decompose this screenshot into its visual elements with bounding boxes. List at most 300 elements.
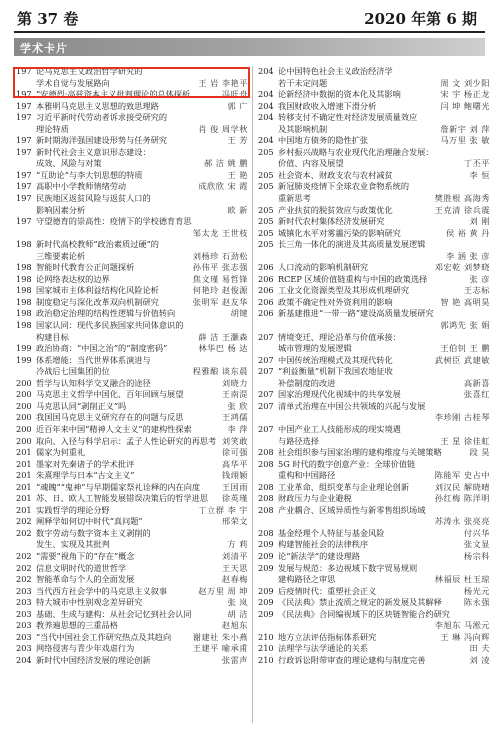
page-number: 208 (258, 493, 274, 504)
toc-entry (258, 366, 490, 378)
toc-entry (258, 597, 490, 609)
page-number: 198 (16, 296, 32, 307)
page-number: 207 (258, 331, 274, 342)
article-title: 新基建推进“一带一路”建设高质量发展研究 (278, 308, 434, 319)
toc-entry (16, 620, 248, 632)
article-authors: 方 莉 (227, 539, 248, 550)
article-authors: 王伯钊 王 鹏 (440, 343, 490, 354)
article-authors: 张 欣 (227, 400, 248, 411)
page-number: 205 (258, 227, 274, 238)
article-title: 论新经济中数据的资本化及其影响 (278, 89, 401, 100)
toc-entry (16, 343, 248, 355)
toc-entry (258, 147, 490, 159)
article-authors: 邹太龙 王世枝 (192, 227, 248, 238)
article-title: 建构路径之审思 (278, 574, 336, 585)
page-number (258, 193, 278, 205)
article-authors: 胡键 (230, 308, 248, 319)
page-number: 197 (16, 193, 32, 204)
article-title: 近百年来中国“精神人文主义”的建构性探索 (36, 423, 192, 434)
article-authors: 刘清平 (221, 550, 248, 561)
page-number: 199 (16, 354, 32, 365)
toc-entry (258, 609, 490, 621)
article-authors: 王 芳 (227, 135, 248, 146)
toc-entry (258, 436, 490, 448)
page-number: 198 (16, 285, 32, 296)
page-number: 200 (16, 435, 32, 446)
article-authors: 欧 新 (227, 204, 248, 215)
page-number: 202 (16, 574, 32, 585)
article-authors: 樊胜根 高海秀 (434, 193, 490, 204)
article-authors (485, 424, 490, 436)
page-number: 197 (16, 181, 32, 192)
article-title: 《民法典》禁止流质之规定的新发展及其解释 (278, 597, 442, 608)
toc-entry (258, 262, 490, 274)
page-number: 205 (258, 216, 274, 227)
toc-entry (16, 551, 248, 563)
article-title: 论“新法学”的建设理路 (278, 550, 361, 561)
article-authors (485, 112, 490, 124)
article-title: 中国地方债务的隐性扩张 (278, 135, 369, 146)
article-title: 工业文化资源类型及其形成机理研究 (278, 285, 410, 296)
page-number (16, 228, 36, 240)
toc-entry (16, 193, 248, 205)
article-title: 高职中小学教师情绪劳动 (36, 181, 127, 192)
article-title: 成效、风险与对策 (36, 158, 102, 169)
article-authors: 徐英瑾 (221, 493, 248, 504)
article-title: 网络侵害与青少年戏虐行为 (36, 643, 135, 654)
article-authors: 刘汉民 解晓晴 (434, 481, 490, 492)
article-title: 马克思主义哲学中国化、百年回顾与展望 (36, 389, 184, 400)
page-number: 197 (16, 100, 32, 111)
article-authors (485, 401, 490, 413)
article-title: “安德烈·高兹资本主义批判理论的总体探析 (36, 89, 191, 100)
article-authors (243, 216, 248, 228)
page-number (258, 78, 278, 90)
article-title: 产业耦合、区域异质性与新零售组织场域 (278, 504, 426, 515)
toc-entry (258, 620, 490, 632)
article-title: 朱熹理学与日本“古文主义” (36, 470, 135, 481)
page-number (258, 343, 278, 355)
toc-entry (16, 505, 248, 517)
page-number: 210 (258, 643, 274, 654)
toc-entry (16, 436, 248, 448)
article-authors (243, 320, 248, 332)
article-authors (485, 239, 490, 251)
page-number (16, 205, 36, 217)
toc-entry (16, 332, 248, 344)
article-authors (243, 147, 248, 159)
article-authors: 邓宏乾 刘梦晓 (434, 262, 490, 273)
toc-entry (16, 609, 248, 621)
page-number: 205 (258, 239, 274, 250)
article-title: 转移支付不确定性对经济发展质量效应 (278, 112, 418, 123)
article-authors: 张雷声 (221, 654, 248, 665)
page-number (16, 332, 36, 344)
toc-entry (258, 158, 490, 170)
article-authors: 丁丕平 (463, 158, 490, 169)
article-title: 价值、内容及展望 (278, 158, 344, 169)
article-authors: 成欣欣 宋 霞 (198, 181, 248, 192)
toc-entry (258, 574, 490, 586)
toc-entry (258, 539, 490, 551)
article-title (36, 228, 188, 240)
toc-entry (16, 655, 248, 667)
page-number: 205 (258, 169, 274, 180)
toc-entry (258, 101, 490, 113)
article-authors: 王 艳 (227, 169, 248, 180)
page-number: 207 (258, 366, 274, 377)
article-title: 清单式治理在中国公共领域的兴起与发展 (278, 400, 426, 411)
article-title: 情境变迁、理论沿革与价值承接： (278, 331, 401, 342)
section-banner (14, 38, 485, 56)
page-number: 209 (258, 539, 274, 550)
article-authors: 侯 裕 黄 丹 (445, 227, 490, 238)
article-title: 重新思考 (278, 193, 311, 204)
article-authors: 丁立群 李 宇 (198, 504, 248, 515)
page-number: 203 (16, 597, 32, 608)
toc-entry (258, 343, 490, 355)
page-number: 210 (258, 631, 274, 642)
toc-entry (16, 447, 248, 459)
toc-entry (16, 389, 248, 401)
toc-entry (16, 482, 248, 494)
toc-entry (258, 482, 490, 494)
page-number (258, 436, 278, 448)
page-number: 204 (258, 66, 274, 76)
article-title: 政策不确定性对外资利用的影响 (278, 296, 393, 307)
article-title: 中国产业工人技能形成的现实境遇 (278, 423, 401, 434)
article-title: 及其影响机制 (278, 123, 328, 134)
toc-entry (258, 112, 490, 124)
article-authors: 王克清 徐兵震 (434, 204, 490, 215)
page-number (258, 124, 278, 136)
page-number: 209 (258, 597, 274, 608)
toc-entry (258, 401, 490, 413)
header-rule (14, 31, 485, 33)
page-number (258, 378, 278, 390)
article-title: “需要”视角下的“存在”概念 (36, 550, 135, 561)
article-authors: 郭 广 (227, 100, 248, 111)
page-number: 203 (16, 585, 32, 596)
article-authors: 林华巴 杨 达 (198, 343, 248, 354)
article-title: 新时代农村集体经济发展研究 (278, 216, 385, 227)
toc-entry (16, 470, 248, 482)
article-title: 本雅明马克思主义思想的致思理路 (36, 100, 159, 111)
page-number: 207 (258, 354, 274, 365)
page-number: 207 (258, 400, 274, 411)
article-title: 冷战后七国集团的位 (36, 366, 110, 377)
article-authors (485, 563, 490, 575)
article-authors: 程雅酿 谈东晨 (192, 366, 248, 377)
toc-entry (16, 147, 248, 159)
page-number: 208 (258, 447, 274, 458)
toc-entry (258, 205, 490, 217)
article-title: “魂魄”“鬼神”与早期儒家祭礼诠释的内在向度 (36, 481, 201, 492)
article-authors: 李 恒 (469, 169, 490, 180)
article-title: 论马克思主义政治哲学研究的 (36, 66, 143, 76)
article-title (278, 320, 435, 332)
article-title: 新时代社会主义意识形态建设： (36, 146, 151, 157)
toc-entry (16, 297, 248, 309)
article-authors: 郝 洁 姚 鹏 (203, 158, 248, 169)
article-authors: 谢建社 朱小燕 (192, 631, 248, 642)
article-authors: 王天思 (221, 562, 248, 573)
article-title: 儒家为何重礼 (36, 447, 86, 458)
article-authors: 徐可强 (221, 447, 248, 458)
right-column (258, 66, 490, 666)
page-number: 198 (16, 320, 32, 331)
toc-entry (258, 216, 490, 228)
article-authors (243, 239, 248, 251)
article-title: “利益衡量”机制下我国农地征收 (278, 366, 393, 377)
page-number (258, 574, 278, 586)
article-title: 智能革命与个人的全面发展 (36, 574, 135, 585)
toc-entry (16, 401, 248, 413)
page-number: 205 (258, 146, 274, 157)
page-number: 198 (16, 273, 32, 284)
article-title: 阐释学如何切中时代“真问题” (36, 516, 143, 527)
toc-entry (258, 308, 490, 320)
toc-entry (258, 135, 490, 147)
left-column (16, 66, 248, 666)
article-title: 重构和中国路径 (278, 470, 336, 481)
article-title: 基础、生成与建构：从社会记忆到社会认同 (36, 608, 192, 619)
article-title: 民族地区返贫风险与返贫人口的 (36, 193, 151, 204)
article-title: 我国国马克思主义研究存在的问题与反思 (36, 412, 184, 423)
toc-entry (258, 655, 490, 667)
article-title: 城镇化水平对雾霾污染的影响研究 (278, 227, 401, 238)
toc-entry (258, 505, 490, 517)
article-title: “互助论”与李大钊思想的特质 (36, 169, 143, 180)
page-number: 200 (16, 400, 32, 411)
article-title: 中国传统治理模式及其现代转化 (278, 354, 393, 365)
page-number: 204 (258, 135, 274, 146)
article-title: 地方立法评估指标体系研究 (278, 631, 377, 642)
article-authors: 段 昊 (469, 447, 490, 458)
article-authors: 闫 坤 鲍曙光 (440, 100, 490, 111)
page-number: 206 (258, 273, 274, 284)
toc-entry (258, 355, 490, 367)
page-number: 201 (16, 470, 32, 481)
toc-entry (258, 297, 490, 309)
article-authors: 林福辰 杜玉琼 (434, 574, 490, 585)
article-title: 与路径选择 (278, 435, 319, 446)
issue-label: 2020 年第 6 期 (364, 10, 477, 28)
page-number: 201 (16, 447, 32, 458)
page-number: 204 (258, 89, 274, 100)
article-title: 构建智能社会的法律秩序 (278, 539, 369, 550)
article-authors: 王南湜 (221, 389, 248, 400)
page-number (258, 516, 278, 528)
toc-entry (258, 528, 490, 540)
article-title: 智能时代教育公正问题探析 (36, 262, 135, 273)
article-authors (485, 332, 490, 344)
page-number: 199 (16, 343, 32, 354)
page-number: 210 (258, 654, 274, 665)
page-number (258, 620, 278, 632)
article-title: 新时期海洋强国建设形势与任务研究 (36, 135, 168, 146)
toc-entry (16, 366, 248, 378)
article-authors: 马万里 张 敏 (440, 135, 490, 146)
article-title: 乡村振兴战略与农业现代化治理融合发展： (278, 146, 434, 157)
article-title: 国家治理现代化视域中的共享发展 (278, 389, 401, 400)
page-number: 206 (258, 262, 274, 273)
page-number: 202 (16, 527, 32, 538)
toc-entry (258, 320, 490, 332)
article-title: 制度稳定与深化改革双向机制研究 (36, 296, 159, 307)
toc-entry (16, 632, 248, 644)
article-authors: 何艳玲 赵俊源 (192, 285, 248, 296)
article-title: 新时代中国经济发展的理论创新 (36, 654, 151, 665)
article-authors (485, 366, 490, 378)
article-authors: 苏涛永 张亮亮 (434, 516, 490, 527)
page-number: 206 (258, 285, 274, 296)
article-title: RCEP 区域价值链重构与中国的政策选择 (278, 273, 428, 284)
article-authors: 冯旺舟 (221, 89, 248, 100)
article-authors (243, 355, 248, 367)
page-number: 201 (16, 504, 32, 515)
article-authors: 杨宗科 (463, 550, 490, 561)
toc-entry (16, 563, 248, 575)
toc-entry (258, 181, 490, 193)
toc-entry (258, 516, 490, 528)
article-title: 财政压力与企业避税 (278, 493, 352, 504)
toc-entry (258, 78, 490, 90)
article-title: 苏、日、欧人工智能发展错误决策后的哲学进思 (36, 493, 208, 504)
article-title: 《民法典》合同编视域下的区块链智能合约研究 (278, 608, 450, 619)
toc-entry (258, 563, 490, 575)
toc-entry (258, 228, 490, 240)
toc-entry (16, 251, 248, 263)
article-authors: 邢荣文 (221, 516, 248, 527)
article-title: 国家城市主体利益结构化风险论析 (36, 285, 159, 296)
page-number: 200 (16, 412, 32, 423)
toc-entry (16, 239, 248, 251)
page-number: 206 (258, 296, 274, 307)
page-number: 201 (16, 493, 32, 504)
toc-entry (258, 424, 490, 436)
article-title: 若干未定问题 (278, 77, 328, 88)
article-title: 信息文明时代的道世哲学 (36, 562, 127, 573)
article-authors: 詹新宇 刘 萍 (440, 123, 490, 134)
article-authors: 钱翊颖 (221, 470, 248, 481)
page-number: 206 (258, 308, 274, 319)
toc-entry (258, 124, 490, 136)
article-authors (243, 112, 248, 124)
toc-entry (258, 251, 490, 263)
article-title: 哲学与认知科学交叉融合的途径 (36, 377, 151, 388)
article-title: 论网络表达权的边界 (36, 273, 110, 284)
article-title: 发展与规范：多边视域下数字贸易规则 (278, 562, 418, 573)
article-title: 5G 时代的数字创意产业：全球价值链 (278, 458, 416, 469)
page-number: 202 (16, 516, 32, 527)
article-title: 当代西方社会学中的马克思主义叙事 (36, 585, 168, 596)
page-number: 205 (258, 204, 274, 215)
toc-entry (258, 389, 490, 401)
page-number: 204 (258, 100, 274, 111)
toc-entry (16, 643, 248, 655)
toc-entry (16, 101, 248, 113)
article-title (278, 251, 441, 263)
toc-entry (258, 89, 490, 101)
article-title: 影响因素分析 (36, 204, 86, 215)
article-title: 法理学与法学通论的关系 (278, 643, 369, 654)
article-authors: 王 岩 李艳平 (198, 77, 248, 88)
article-authors (485, 66, 490, 78)
toc-entry (16, 170, 248, 182)
article-authors: 田 夫 (469, 643, 490, 654)
toc-entry (16, 181, 248, 193)
toc-entry (16, 539, 248, 551)
article-authors (243, 528, 248, 540)
article-title: 习近平新时代劳动者诉求接受研究的 (36, 112, 168, 123)
toc-entry (258, 470, 490, 482)
article-title: 教养遍思想的三重品格 (36, 620, 118, 631)
article-authors: 智 艳 高明昊 (440, 296, 490, 307)
article-title: 工业革命、组织变革与企业理论创新 (278, 481, 410, 492)
toc-entry (16, 205, 248, 217)
page-number: 197 (16, 112, 32, 123)
article-authors: 张 彦 (469, 273, 490, 284)
toc-entry (16, 493, 248, 505)
highlight-box (13, 67, 250, 98)
article-title (278, 412, 430, 424)
page-number: 208 (258, 481, 274, 492)
page-number (16, 158, 36, 170)
article-authors: 刘笑敢 (221, 435, 248, 446)
article-title: 人口流动的影响机制研究 (278, 262, 369, 273)
article-authors: 李珍刚 古桂琴 (434, 412, 490, 423)
page-number (258, 412, 278, 424)
article-authors: 孙红梅 陈洋明 (434, 493, 490, 504)
article-title: 补偿制度的改进 (278, 377, 336, 388)
article-title: 城市管理的发展逻辑 (278, 343, 352, 354)
article-authors: 高新喜 (463, 377, 490, 388)
article-title: 产业扶贫的脱贫效应与政策优化 (278, 204, 393, 215)
article-title: “当代中国社会工作研究热点及其趋向 (36, 631, 172, 642)
toc-entry (16, 378, 248, 390)
page-number: 198 (16, 262, 32, 273)
page-number: 197 (16, 216, 32, 227)
article-authors: 宋 宇 杨正龙 (440, 89, 490, 100)
toc-entry (16, 308, 248, 320)
article-title: 基金经理个人特征与基金风险 (278, 527, 385, 538)
page-number: 209 (258, 550, 274, 561)
page-number: 208 (258, 527, 274, 538)
article-authors: 张文显 (463, 539, 490, 550)
page-number: 201 (16, 481, 32, 492)
page-number: 197 (16, 146, 32, 157)
page-number: 209 (258, 562, 274, 573)
toc-entry (16, 262, 248, 274)
toc-entry (258, 285, 490, 297)
article-title: 我国财政收入增速下滑分析 (278, 100, 377, 111)
article-title: 新冠肺炎疫情下全球农业食物系统的 (278, 181, 410, 192)
article-authors: 张喜红 (463, 389, 490, 400)
volume-label: 第 37 卷 (17, 10, 79, 28)
toc-entry (16, 228, 248, 240)
page-number: 200 (16, 389, 32, 400)
article-title: 马克思认同“剥削正义”吗 (36, 400, 127, 411)
article-title: 理论特质 (36, 123, 69, 134)
article-title: 后疫情时代：重塑社会正义 (278, 585, 377, 596)
page-number: 197 (16, 89, 32, 100)
article-authors: 王志标 (463, 285, 490, 296)
article-authors (485, 609, 490, 621)
article-title: 发生、实现及其批判 (36, 539, 110, 550)
article-title: 取向、入径与科学启示：孟子人性论研究的再思考 (36, 435, 217, 446)
article-authors: 赵旭东 (221, 620, 248, 631)
